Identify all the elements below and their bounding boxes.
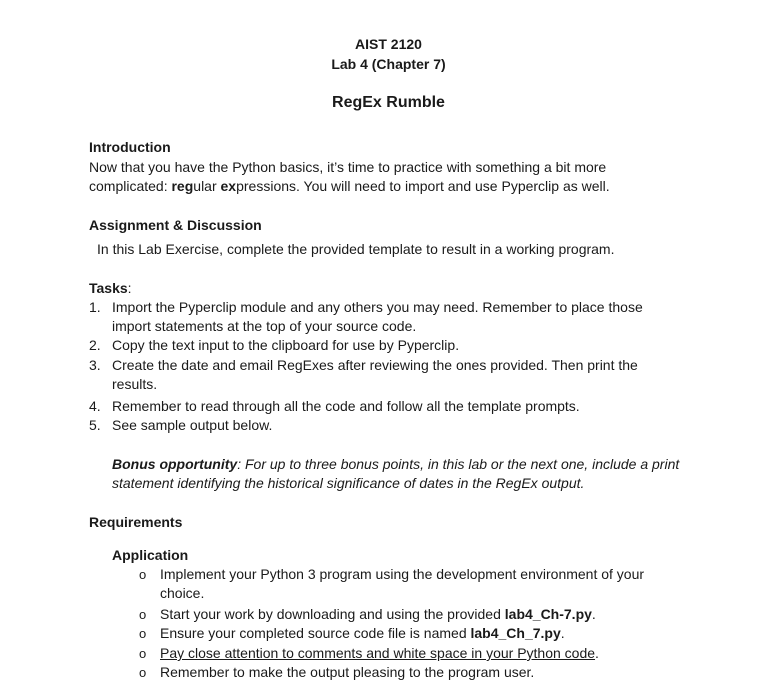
requirement-2: Start your work by downloading and using the provided lab4_Ch-7.py. <box>160 606 596 622</box>
template-filename: lab4_Ch-7.py <box>504 606 592 622</box>
assignment-text: In this Lab Exercise, complete the provided template to result in a working program. <box>97 241 615 257</box>
requirement-3: Ensure your completed source code file is named lab4_Ch_7.py. <box>160 625 565 641</box>
document-title: RegEx Rumble <box>332 94 445 111</box>
bullet-icon: o <box>139 567 147 582</box>
introduction-heading: Introduction <box>89 139 171 155</box>
tasks-heading: Tasks: <box>89 280 132 296</box>
course-code: AIST 2120 <box>355 36 422 52</box>
task-number: 3. <box>89 357 101 373</box>
task-item-2: Copy the text input to the clipboard for use by Pyperclip. <box>112 337 460 353</box>
bonus-line-1: Bonus opportunity: For up to three bonus points, in this lab or the next one, include a print <box>112 456 680 472</box>
task-number: 2. <box>89 337 101 353</box>
bonus-label: Bonus opportunity <box>112 456 238 472</box>
requirement-1-line-2: choice. <box>160 585 205 601</box>
task-item-3-line-1: Create the date and email RegExes after reviewing the ones provided. Then print the <box>112 357 638 373</box>
application-subheading: Application <box>112 547 189 563</box>
task-number: 5. <box>89 417 101 433</box>
requirements-heading: Requirements <box>89 514 183 530</box>
assignment-heading: Assignment & Discussion <box>89 217 262 233</box>
task-item-3-line-2: results. <box>112 376 158 392</box>
task-item-1-line-1: Import the Pyperclip module and any others you may need. Remember to place those <box>112 299 643 315</box>
submission-filename: lab4_Ch_7.py <box>470 625 561 641</box>
requirement-5: Remember to make the output pleasing to the program user. <box>160 664 535 680</box>
task-item-1-line-2: import statements at the top of your source code. <box>112 318 417 334</box>
introduction-line-1: Now that you have the Python basics, it’s time to practice with something a bit more <box>89 159 607 175</box>
task-item-5: See sample output below. <box>112 417 273 433</box>
task-number: 1. <box>89 299 101 315</box>
task-item-4: Remember to read through all the code and follow all the template prompts. <box>112 398 580 414</box>
bullet-icon: o <box>139 646 147 661</box>
requirement-1-line-1: Implement your Python 3 program using the development environment of your <box>160 566 645 582</box>
bullet-icon: o <box>139 665 147 680</box>
bonus-line-2: statement identifying the historical significance of dates in the RegEx output. <box>112 475 585 491</box>
bullet-icon: o <box>139 607 147 622</box>
lab-number: Lab 4 (Chapter 7) <box>331 56 446 72</box>
introduction-line-2: complicated: regular expressions. You will need to import and use Pyperclip as well. <box>89 178 610 194</box>
requirement-4: Pay close attention to comments and white space in your Python code. <box>160 645 599 661</box>
bullet-icon: o <box>139 626 147 641</box>
task-number: 4. <box>89 398 101 414</box>
